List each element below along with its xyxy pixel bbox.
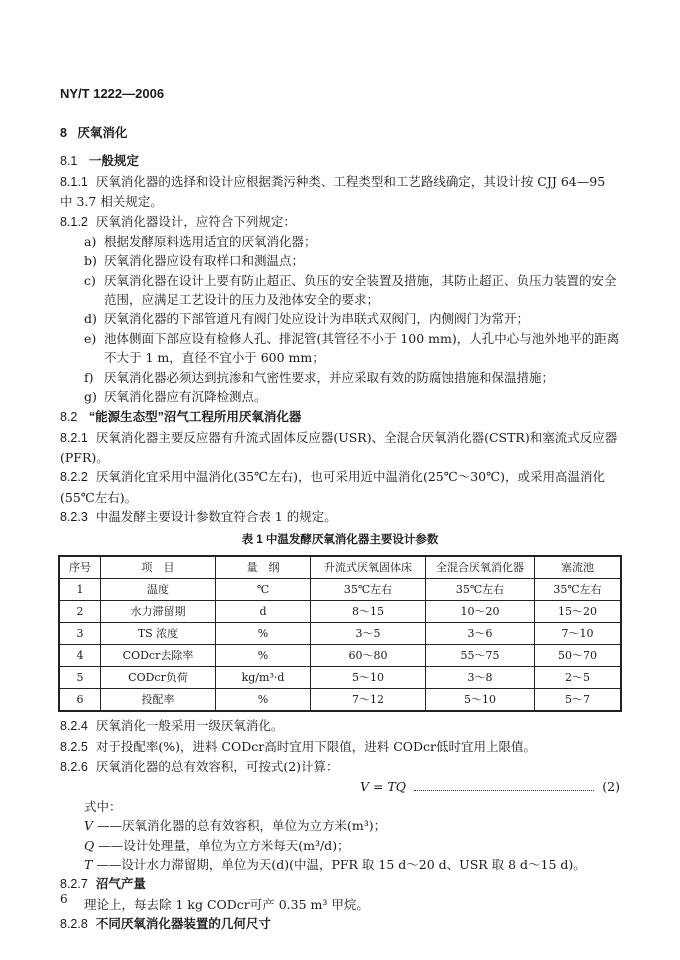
list-item-text: 池体侧面下部应设有检修人孔、排泥管(其管径不小于 100 mm)，人孔中心与池外地平的距离不大于 1 m，直径不宜小于 600 mm； [104, 330, 620, 366]
table-cell: 2～5 [535, 667, 622, 689]
table-cell: ℃ [216, 579, 311, 601]
clause-text: 厌氧消化一般采用一级厌氧消化。 [95, 718, 284, 734]
list-item-text: 厌氧消化器应有沉降检测点。 [104, 388, 267, 404]
table-row [59, 689, 621, 712]
design-parameters-table [58, 555, 622, 712]
chapter-heading [60, 124, 620, 143]
formula-leader-dots [414, 790, 594, 791]
clause-number: 8.2.6 [60, 760, 88, 775]
table-cell: 温度 [101, 579, 216, 601]
table-cell: 3 [59, 623, 101, 645]
variable-definition [60, 836, 620, 855]
clause-8-2-4 [60, 716, 620, 736]
page-content [60, 124, 620, 934]
table-row [59, 579, 621, 601]
list-item-text: 厌氧消化器必须达到抗渗和气密性要求，并应采取有效的防腐蚀措施和保温措施； [104, 369, 555, 385]
table-cell: 3～5 [311, 623, 426, 645]
variable-description: ——设计处理量，单位为立方米每天(m³/d)； [98, 837, 350, 853]
table-cell: 35℃左右 [311, 579, 426, 601]
clause-text: 对于投配率(%)，进料 CODcr高时宜用下限值，进料 CODcr低时宜用上限值。 [95, 738, 537, 754]
table-header-cell: 塞流池 [535, 556, 622, 579]
table-header-cell: 项 目 [101, 556, 216, 579]
clause-8-2-7 [60, 874, 620, 894]
variable-symbol: V [84, 818, 94, 834]
table-cell: 7～10 [535, 623, 622, 645]
variable-symbol: T [84, 856, 93, 872]
table-cell: 15～20 [535, 601, 622, 623]
clause-number: 8.2.3 [60, 510, 88, 525]
clause-text: 厌氧消化器主要反应器有升流式固体反应器(USR)、全混合厌氧消化器(CSTR)和塞流式反应器(PFR)。 [60, 429, 618, 465]
clause-title: 不同厌氧消化器装置的几何尺寸 [95, 917, 271, 932]
table-cell: 4 [59, 645, 101, 667]
table-header-cell: 全混合厌氧消化器 [426, 556, 535, 579]
clause-8-1-2 [60, 212, 620, 232]
list-item-label: b) [84, 253, 97, 269]
chapter-title: 厌氧消化 [77, 126, 128, 140]
table-cell: 投配率 [101, 689, 216, 712]
table-row [59, 623, 621, 645]
standard-code: NY/T 1222—2006 [60, 86, 165, 101]
table-cell: 8～15 [311, 601, 426, 623]
list-item [60, 387, 620, 406]
table-header-row [59, 556, 621, 579]
list-item-label: c) [84, 272, 96, 288]
table-row [59, 601, 621, 623]
section-number: 8.2 [60, 410, 78, 425]
table-row [59, 667, 621, 689]
list-item [60, 368, 620, 387]
list-item [60, 329, 620, 368]
table-cell: 5～10 [311, 667, 426, 689]
list-item-label: e) [84, 330, 97, 346]
list-item-label: a) [84, 233, 97, 249]
table-cell: kg/m³·d [216, 667, 311, 689]
clause-text: 厌氧消化器的总有效容积，可按式(2)计算： [95, 759, 339, 775]
clause-number: 8.1.2 [60, 214, 88, 229]
section-title: 一般规定 [88, 154, 139, 169]
variable-definition [60, 855, 620, 874]
table-cell: 3～6 [426, 623, 535, 645]
table-row [59, 645, 621, 667]
table-cell: % [216, 689, 311, 712]
table-cell: d [216, 601, 311, 623]
clause-text: 理论上，每去除 1 kg CODcr可产 0.35 m³ 甲烷。 [84, 896, 369, 912]
variable-symbol: Q [84, 837, 95, 853]
clause-number: 8.2.5 [60, 739, 88, 754]
section-heading-8-1 [60, 152, 620, 171]
list-item-text: 厌氧消化器在设计上要有防止超正、负压的安全装置及措施，其防止超正、负压力装置的安全范围，应满足工艺设计的压力及池体安全的要求； [104, 272, 617, 307]
clause-number: 8.2.4 [60, 719, 88, 734]
table-cell: 5 [59, 667, 101, 689]
list-item [60, 271, 620, 310]
variable-description: ——设计水力滞留期，单位为天(d)(中温，PFR 取 15 d～20 d、USR 取 8 d～15 d)。 [96, 856, 586, 872]
list-item-text: 根据发酵原料选用适宜的厌氧消化器； [104, 233, 317, 249]
table-cell: 5～7 [535, 689, 622, 712]
list-item-text: 厌氧消化器的下部管道凡有阀门处应设计为串联式双阀门，内侧阀门为常开； [104, 311, 530, 327]
where-label: 式中： [84, 798, 122, 814]
clause-number: 8.2.1 [60, 430, 88, 445]
table-cell: % [216, 645, 311, 667]
table-title: 表 1 中温发酵厌氧消化器主要设计参数 [241, 533, 439, 546]
section-title: “能源生态型”沼气工程所用厌氧消化器 [88, 410, 302, 425]
table-cell: 35℃左右 [426, 579, 535, 601]
table-cell: 55～75 [426, 645, 535, 667]
table-header-cell: 序号 [59, 556, 101, 579]
table-cell: 50～70 [535, 645, 622, 667]
clause-8-2-3 [60, 507, 620, 527]
table-cell: 35℃左右 [535, 579, 622, 601]
table-cell: 2 [59, 601, 101, 623]
table-header-cell: 升流式厌氧固体床 [311, 556, 426, 579]
table-cell: 1 [59, 579, 101, 601]
clause-text: 厌氧消化宜采用中温消化(35℃左右)，也可采用近中温消化(25℃～30℃)，或采用高温消化(55℃左右)。 [60, 469, 605, 505]
clause-8-2-8 [60, 914, 620, 934]
clause-8-1-1 [60, 172, 620, 212]
list-item-text: 厌氧消化器应设有取样口和测温点； [104, 253, 305, 269]
table-cell: CODcr负荷 [101, 667, 216, 689]
table-cell: 5～10 [426, 689, 535, 712]
chapter-number: 8 [60, 126, 67, 140]
table-cell: CODcr去除率 [101, 645, 216, 667]
list-item [60, 232, 620, 251]
clause-number: 8.2.2 [60, 470, 88, 485]
formula-line [60, 777, 620, 796]
clause-text: 厌氧消化器的选择和设计应根据粪污种类、工程类型和工艺路线确定，其设计按 CJJ 64—95 中 3.7 相关规定。 [60, 173, 606, 210]
clause-8-2-1 [60, 428, 620, 468]
variable-definition [60, 816, 620, 835]
clause-title: 沼气产量 [95, 877, 146, 892]
formula-number: (2) [602, 779, 620, 795]
list-item [60, 251, 620, 270]
clause-text: 厌氧消化器设计，应符合下列规定： [95, 213, 296, 229]
clause-8-2-5 [60, 737, 620, 757]
clause-number: 8.2.7 [60, 877, 88, 892]
table-cell: 7～12 [311, 689, 426, 712]
table-cell: 6 [59, 689, 101, 712]
list-item-label: g) [84, 388, 97, 404]
table-cell: % [216, 623, 311, 645]
table-cell: TS 浓度 [101, 623, 216, 645]
table-cell: 3～8 [426, 667, 535, 689]
variable-description: ——厌氧消化器的总有效容积，单位为立方米(m³)； [97, 818, 387, 834]
list-item [60, 309, 620, 328]
table-header-cell: 量 纲 [216, 556, 311, 579]
requirements-list [60, 232, 620, 406]
clause-8-2-6 [60, 757, 620, 777]
section-heading-8-2 [60, 408, 620, 427]
page-number: 6 [60, 892, 68, 906]
list-item-label: d) [84, 311, 97, 327]
table-cell: 水力滞留期 [101, 601, 216, 623]
table-cell: 60～80 [311, 645, 426, 667]
clause-number: 8.1.1 [60, 174, 88, 189]
clause-number: 8.2.8 [60, 917, 88, 932]
section-number: 8.1 [60, 154, 78, 169]
list-item-label: f) [84, 369, 94, 385]
clause-8-2-2 [60, 467, 620, 507]
formula: V = TQ [360, 779, 407, 795]
table-cell: 10～20 [426, 601, 535, 623]
clause-text: 中温发酵主要设计参数宜符合表 1 的规定。 [95, 509, 337, 525]
